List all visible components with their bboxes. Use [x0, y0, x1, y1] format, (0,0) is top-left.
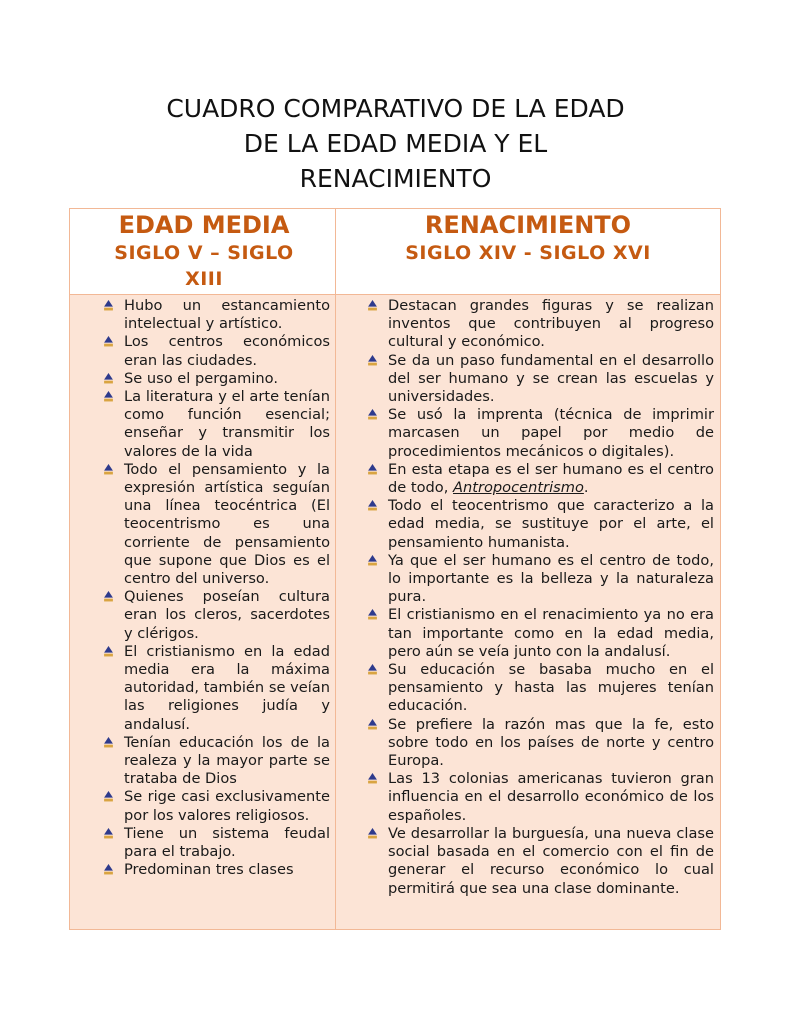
- list-item: [362, 297, 714, 352]
- table-header-row: [70, 209, 720, 295]
- period-edad-media-line-1: SIGLO V – SIGLO: [114, 242, 294, 264]
- item-text: Se da un paso fundamental en el desarrollo del ser humano y se crean las escuelas y universidades.: [388, 351, 714, 406]
- list-item: [98, 734, 330, 789]
- list-item: [98, 825, 330, 861]
- item-text: Ya que el ser humano es el centro de todo, lo importante es la belleza y la naturaleza pura.: [388, 551, 714, 606]
- period-renacimiento: SIGLO XIV - SIGLO XVI: [405, 242, 651, 264]
- list-item: [98, 461, 330, 588]
- item-text: Todo el pensamiento y la expresión artística seguían una línea teocéntrica (El teocentrismo es una corriente de pensamiento que supone que Dios es el centro del universo.: [124, 460, 330, 588]
- list-item: [98, 333, 330, 369]
- bullet-icon: [367, 773, 378, 784]
- list-item: [362, 406, 714, 461]
- item-text: Tiene un sistema feudal para el trabajo.: [124, 824, 330, 861]
- bullet-icon: [367, 555, 378, 566]
- bullet-icon: [103, 828, 114, 839]
- emphasis-antropocentrismo: Antropocentrismo: [453, 479, 584, 497]
- list-item: [362, 825, 714, 898]
- bullet-icon: [367, 300, 378, 311]
- item-text: Se prefiere la razón mas que la fe, esto sobre todo en los países de norte y centro Europa.: [388, 715, 714, 770]
- title-line-3: RENACIMIENTO: [299, 164, 492, 193]
- list-item: [98, 861, 330, 879]
- column-edad-media: [98, 297, 330, 880]
- list-item: [362, 606, 714, 661]
- comparison-table: [69, 208, 721, 930]
- period-edad-media-line-2: XIII: [185, 268, 223, 290]
- header-edad-media: [84, 209, 324, 295]
- bullet-icon: [367, 664, 378, 675]
- list-item: [362, 770, 714, 825]
- bullet-icon: [103, 737, 114, 748]
- list-item: [98, 370, 330, 388]
- item-text: Su educación se basaba mucho en el pensamiento y hasta las mujeres tenían educación.: [388, 661, 714, 715]
- item-text: Las 13 colonias americanas tuvieron gran influencia en el desarrollo económico de los españoles.: [388, 770, 714, 824]
- item-text: Destacan grandes figuras y se realizan inventos que contribuyen al progreso cultural y económico.: [388, 297, 714, 351]
- bullet-icon: [103, 336, 114, 347]
- bullet-icon: [367, 464, 378, 475]
- item-text: Quienes poseían cultura eran los cleros, sacerdotes y clérigos.: [124, 588, 330, 642]
- list-item: [362, 716, 714, 771]
- bullet-icon: [103, 373, 114, 384]
- bullet-icon: [367, 355, 378, 366]
- heading-edad-media: EDAD MEDIA: [118, 211, 290, 239]
- item-text: En esta etapa es el ser humano es el centro de todo,: [388, 460, 714, 497]
- item-text: La literatura y el arte tenían como función esencial; enseñar y transmitir los valores de la vida: [124, 388, 330, 460]
- bullet-icon: [367, 409, 378, 420]
- bullet-icon: [103, 646, 114, 657]
- list-item: [98, 788, 330, 824]
- list-item: [362, 461, 714, 497]
- heading-renacimiento: RENACIMIENTO: [424, 211, 632, 239]
- document-title: [100, 91, 691, 196]
- list-item: [362, 552, 714, 607]
- bullet-icon: [103, 591, 114, 602]
- title-line-2: DE LA EDAD MEDIA Y EL: [243, 129, 548, 158]
- list-item: [362, 352, 714, 407]
- title-line-1: CUADRO COMPARATIVO DE LA EDAD: [166, 94, 625, 123]
- list-item: [362, 497, 714, 552]
- item-text: Predominan tres clases: [124, 861, 294, 879]
- bullet-icon: [367, 609, 378, 620]
- list-item: [98, 388, 330, 461]
- item-text: Ve desarrollar la burguesía, una nueva clase social basada en el comercio con el fin de generar el recurso económico lo cual permitirá que sea una clase dominante.: [388, 824, 714, 897]
- item-text: Todo el teocentrismo que caracterizo a la edad media, se sustituye por el arte, el pensamiento humanista.: [388, 497, 714, 551]
- bullet-icon: [367, 719, 378, 730]
- item-text: Los centros económicos eran las ciudades.: [124, 333, 330, 369]
- list-item: [98, 297, 330, 333]
- bullet-icon: [103, 864, 114, 875]
- item-text: Hubo un estancamiento intelectual y artístico.: [124, 297, 330, 333]
- header-renacimiento: [336, 209, 720, 295]
- bullet-icon: [367, 828, 378, 839]
- item-text: El cristianismo en el renacimiento ya no era tan importante como en la edad media, pero aún se veía junto con la andalusí.: [388, 606, 714, 660]
- table-body-clip: [70, 295, 720, 929]
- emphasis-suffix: .: [583, 479, 589, 497]
- list-item: [98, 588, 330, 643]
- bullet-icon: [367, 500, 378, 511]
- list-item: [362, 661, 714, 716]
- bullet-icon: [103, 791, 114, 802]
- bullet-icon: [103, 464, 114, 475]
- bullet-icon: [103, 300, 114, 311]
- item-text: Tenían educación los de la realeza y la mayor parte se trataba de Dios: [124, 733, 330, 788]
- item-text: El cristianismo en la edad media era la máxima autoridad, también se veían las religiones judía y andalusí.: [124, 642, 330, 733]
- bullet-icon: [103, 391, 114, 402]
- item-text: Se uso el pergamino.: [124, 369, 278, 387]
- list-item: [98, 643, 330, 734]
- column-renacimiento: [362, 297, 714, 898]
- item-text: Se usó la imprenta (técnica de imprimir marcasen un papel por medio de procedimientos mecánicos o digitales).: [388, 406, 714, 460]
- item-text: Se rige casi exclusivamente por los valores religiosos.: [124, 788, 330, 824]
